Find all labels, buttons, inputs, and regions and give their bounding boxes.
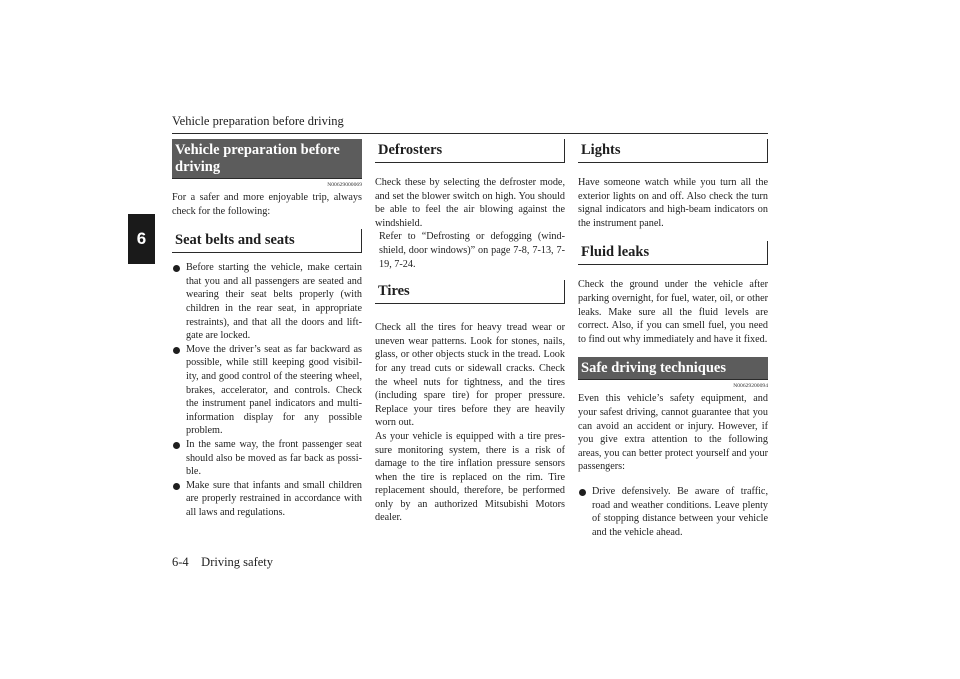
- tires-text-2: As your vehicle is equipped with a tire pres-sure monitoring system, there is a risk of damage to the tire inflation pressure sensors when the tire is replaced on the rim. Tire replacement should, therefore, be performed only by an authorized Mitsubishi Motors dealer.: [375, 430, 565, 524]
- reference-code: N00629200094: [733, 383, 768, 390]
- column-1: [172, 139, 362, 519]
- defrosters-reference: Refer to “Defrosting or defogging (wind-shield, door windows)” on page 7-8, 7-13, 7-19, 7-24.: [379, 231, 565, 270]
- bullet-item: [578, 485, 768, 539]
- bullet-text: Before starting the vehicle, make certain that you and all passengers are seated and wearing their seat belts properly (with children in the rear seat, in appropriate restraints), and that all the doors and lift-gate are locked.: [186, 262, 362, 342]
- section-heading-vehicle-preparation: Vehicle preparation before driving: [172, 139, 362, 179]
- bullet-text: Drive defensively. Be aware of traffic, road and weather conditions. Leave plenty of stopping distance between your vehicle and the vehicle ahead.: [592, 485, 768, 538]
- fluid-leaks-text: Check the ground under the vehicle after parking overnight, for fuel, water, oil, or other leaks. Make sure all the fluid levels are correct. Also, if you can smell fuel, you need to find out why immediately and have it fixed.: [578, 279, 768, 345]
- bullet-text: Move the driver’s seat as far backward as possible, while still keeping good visibil-ity, and good control of the steering wheel, brakes, accelerator, and controls. Check the instrument panel indicators and multi-information display for any possible problem.: [186, 343, 362, 437]
- lights-text: Have someone watch while you turn all the exterior lights on and off. Also check the turn signal indicators and high-beam indicators on the instrument panel.: [578, 177, 768, 229]
- column-2: [375, 139, 565, 525]
- bullet-item: [172, 343, 362, 438]
- bullet-icon: [579, 489, 586, 496]
- bullet-icon: [173, 483, 180, 490]
- chapter-tab: 6: [128, 214, 155, 264]
- subheading-seat-belts: Seat belts and seats: [172, 229, 362, 253]
- defrosters-text: Check these by selecting the defroster mode, and set the blower switch on high. You should be able to feel the air blowing against the windshield.: [375, 177, 565, 229]
- bullet-icon: [173, 442, 180, 449]
- section-heading-tires: Tires: [375, 280, 565, 304]
- bullet-item: [172, 479, 362, 520]
- safe-driving-bullet-list: [578, 485, 768, 539]
- bullet-text: Make sure that infants and small children are properly restrained in accordance with all laws and regulations.: [186, 479, 362, 518]
- seat-belts-bullet-list: [172, 261, 362, 519]
- header-rule: [172, 133, 768, 134]
- safe-driving-text: Even this vehicle’s safety equipment, and your safest driving, cannot guarantee that you can avoid an accident or injury. However, if you give extra attention to the following areas, you can better protect yourself and your passengers:: [578, 393, 768, 473]
- reference-code: N00629000069: [327, 182, 362, 188]
- section-heading-safe-driving: Safe driving techniques: [578, 357, 768, 380]
- page-number-label: 6-4 Driving safety: [172, 555, 274, 569]
- bullet-item: [172, 261, 362, 343]
- bullet-icon: [173, 265, 180, 272]
- section-heading-defrosters: Defrosters: [375, 139, 565, 163]
- bullet-text: In the same way, the front passenger seat should also be moved as far back as possi-ble.: [186, 438, 362, 478]
- section-heading-lights: Lights: [578, 139, 768, 163]
- tires-text-1: Check all the tires for heavy tread wear or uneven wear patterns. Look for stones, nails, glass, or other objects stuck in the tread. Look for any tread cuts or sidewall cracks. Check the wheel nuts for tightness, and the tires (including spare tire) for proper pressure. Replace your tires before they are heavily worn out.: [375, 322, 565, 429]
- intro-text: For a safer and more enjoyable trip, always check for the following:: [172, 192, 362, 217]
- column-3: [578, 139, 768, 539]
- bullet-item: [172, 438, 362, 479]
- bullet-icon: [173, 347, 180, 354]
- running-head-title: Vehicle preparation before driving: [172, 114, 344, 128]
- section-heading-fluid-leaks: Fluid leaks: [578, 241, 768, 265]
